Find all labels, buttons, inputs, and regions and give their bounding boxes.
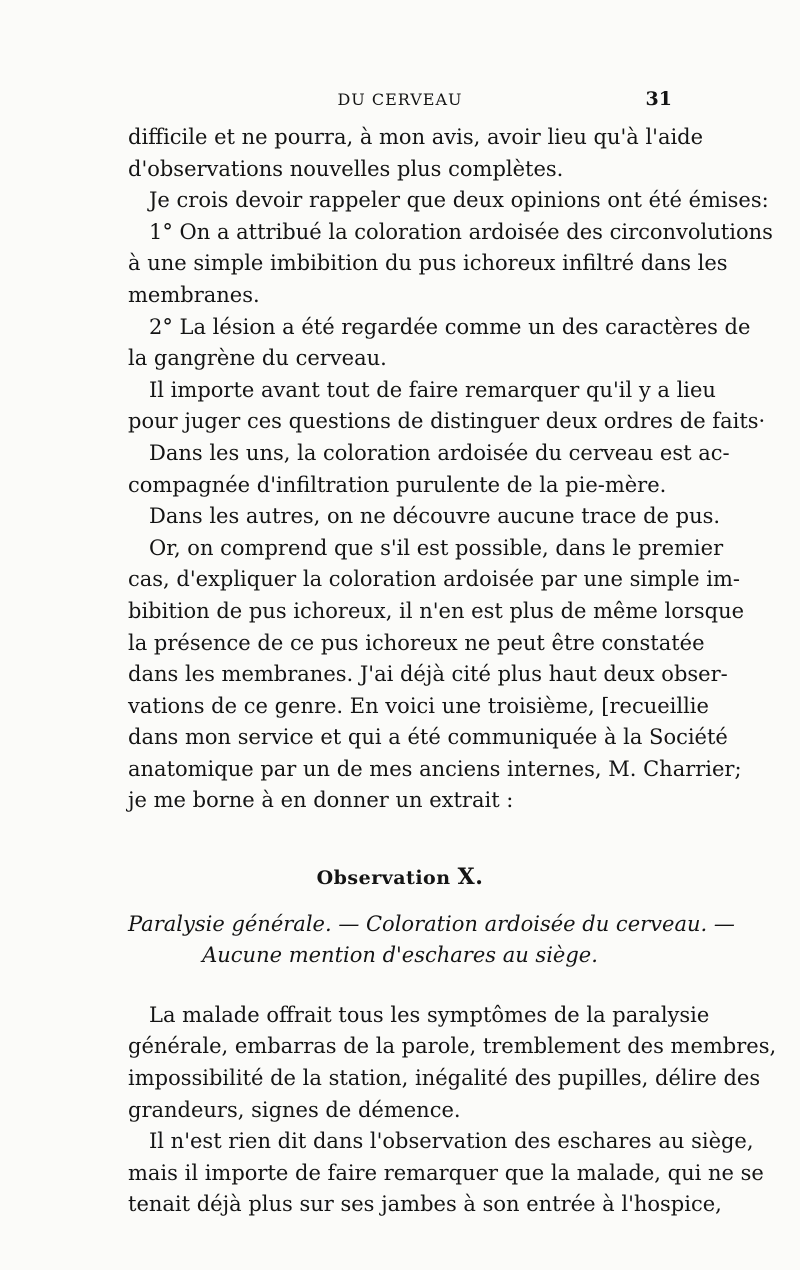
- page-number: 31: [645, 88, 672, 110]
- running-title: DU CERVEAU: [337, 90, 463, 109]
- text-line: Or, on comprend que s'il est possible, dans le premier: [149, 535, 724, 560]
- text-line: 1° On a attribué la coloration ardoisée des circonvolutions: [149, 219, 773, 244]
- text-line: Il importe avant tout de faire remarquer qu'il y a lieu: [149, 377, 716, 402]
- text-line: à une simple imbibition du pus ichoreux infiltré dans les: [128, 251, 728, 276]
- text-line: tenait déjà plus sur ses jambes à son entrée à l'hospice,: [128, 1192, 722, 1217]
- text-line: Dans les autres, on ne découvre aucune trace de pus.: [149, 504, 721, 529]
- text-line: générale, embarras de la parole, tremblement des membres,: [128, 1034, 777, 1059]
- observation-subtitle: Aucune mention d'eschares au siège.: [202, 943, 598, 968]
- text-line: difficile et ne pourra, à mon avis, avoir lieu qu'à l'aide: [128, 125, 704, 149]
- text-line: 2° La lésion a été regardée comme un des caractères de: [149, 314, 751, 339]
- text-line: Il n'est rien dit dans l'observation des eschares au siège,: [149, 1129, 754, 1154]
- text-line: d'observations nouvelles plus complètes.: [128, 156, 564, 181]
- text-line: membranes.: [128, 282, 260, 307]
- observation-subtitle: Paralysie générale. — Coloration ardoisée du cerveau. —: [128, 911, 735, 936]
- spacer: [128, 817, 672, 862]
- text-line: bibition de pus ichoreux, il n'en est plus de même lorsque: [128, 598, 745, 623]
- text-line: je me borne à en donner un extrait :: [128, 788, 514, 813]
- page-header: [128, 90, 672, 120]
- text-line: dans mon service et qui a été communiquée à la Société: [128, 725, 728, 750]
- observation-number: X.: [457, 864, 484, 891]
- spacer: [128, 894, 672, 909]
- text-line: dans les membranes. J'ai déjà cité plus haut deux obser-: [128, 662, 728, 687]
- page-text: [128, 122, 777, 1221]
- text-line: la présence de ce pus ichoreux ne peut être constatée: [128, 630, 705, 655]
- text-line: vations de ce genre. En voici une troisième, [recueillie: [128, 693, 709, 718]
- text-line: pour juger ces questions de distinguer deux ordres de faits·: [128, 409, 766, 434]
- text-line: La malade offrait tous les symptômes de la paralysie: [149, 1002, 710, 1027]
- spacer: [128, 972, 672, 1000]
- text-line: anatomique par un de mes anciens internes, M. Charrier;: [128, 756, 742, 781]
- observation-heading: [128, 862, 672, 894]
- observation-label: Observation: [316, 867, 451, 890]
- text-line: cas, d'expliquer la coloration ardoisée par une simple im-: [128, 567, 741, 592]
- text-line: Je crois devoir rappeler que deux opinions ont été émises:: [149, 188, 769, 213]
- text-line: mais il importe de faire remarquer que la malade, qui ne se: [128, 1160, 764, 1185]
- text-line: grandeurs, signes de démence.: [128, 1097, 461, 1122]
- text-line: Dans les uns, la coloration ardoisée du cerveau est ac-: [149, 440, 730, 465]
- text-line: compagnée d'infiltration purulente de la pie-mère.: [128, 472, 667, 497]
- text-line: impossibilité de la station, inégalité des pupilles, délire des: [128, 1066, 761, 1091]
- text-line: la gangrène du cerveau.: [128, 346, 387, 371]
